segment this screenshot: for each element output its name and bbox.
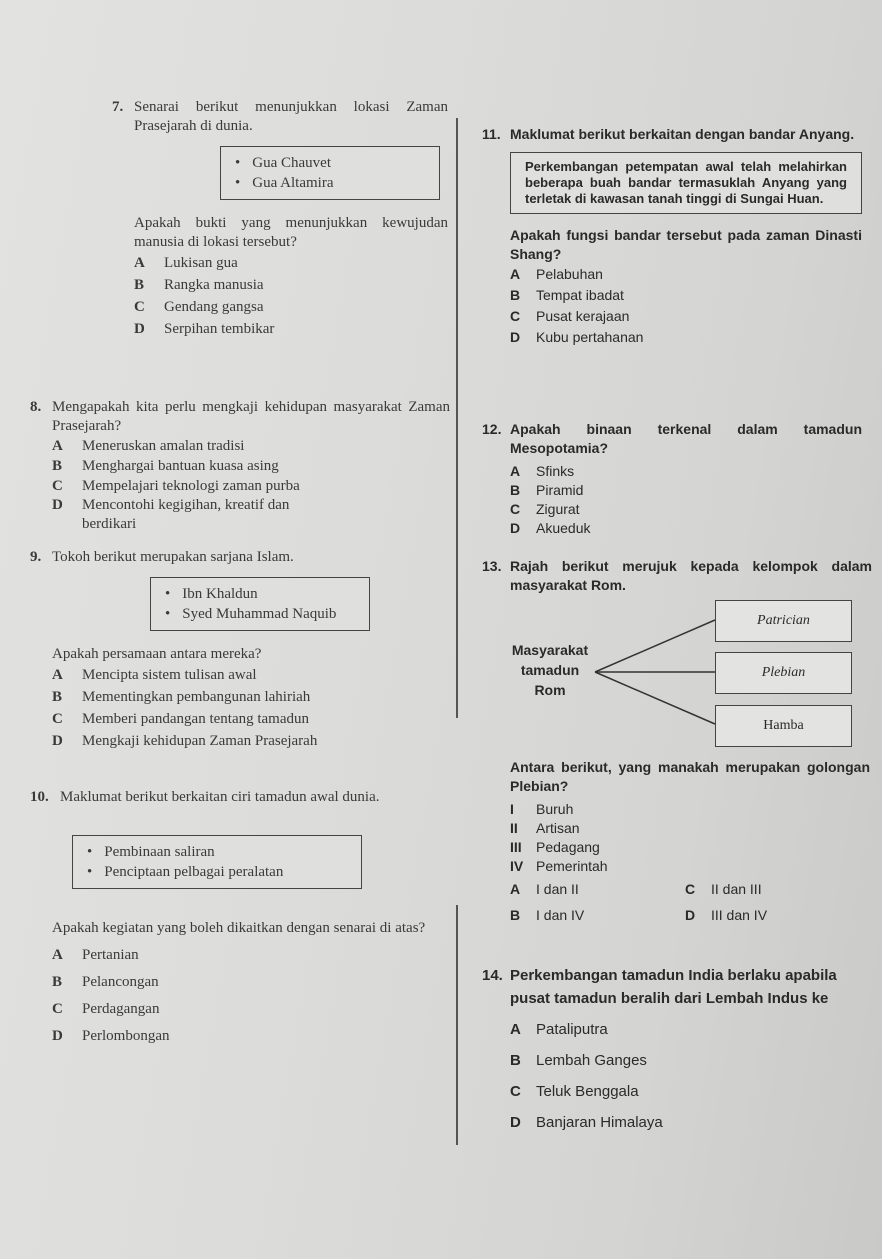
- bullet-item: • Syed Muhammad Naquib: [165, 604, 355, 624]
- diagram-box-hamba: Hamba: [715, 705, 852, 747]
- option-text: Pertanian: [82, 947, 139, 963]
- option-text: Kubu pertahanan: [536, 329, 644, 345]
- option-c[interactable]: [510, 1076, 877, 1107]
- question-text: Apakah bukti yang menunjukkan kewujudan manusia di lokasi tersebut?: [134, 215, 448, 250]
- option-letter: A: [134, 255, 145, 271]
- option-letter: B: [510, 482, 521, 498]
- question-stem: Rajah berikut merujuk kepada kelompok dalam masyarakat Rom.: [510, 558, 872, 593]
- option-a[interactable]: [510, 1014, 877, 1045]
- option-letter: D: [510, 329, 521, 345]
- info-box: Perkembangan petempatan awal telah melahirkan beberapa buah bandar termasuklah Anyang yang terletak di kawasan tanah tinggi di Sungai Huan.: [510, 152, 862, 214]
- option-letter: I: [510, 801, 514, 817]
- option-text: Sfinks: [536, 463, 575, 479]
- option-letter: D: [685, 907, 696, 923]
- option-b[interactable]: [510, 1045, 877, 1076]
- option-text: Pusat kerajaan: [536, 308, 630, 324]
- option-text: Mempelajari teknologi zaman purba: [82, 478, 300, 494]
- option-text: Gendang gangsa: [164, 299, 264, 315]
- question-number: 7.: [112, 99, 124, 115]
- item-iii: [510, 838, 870, 857]
- item-ii: [510, 819, 870, 838]
- options: [482, 1014, 877, 1138]
- option-letter: A: [52, 438, 63, 454]
- bullet-item: • Ibn Khaldun: [165, 584, 355, 604]
- option-letter: D: [510, 520, 521, 536]
- option-d[interactable]: [685, 902, 860, 928]
- option-letter: II: [510, 820, 518, 836]
- option-letter: B: [510, 907, 521, 923]
- option-letter: A: [52, 667, 63, 683]
- question-stem: Senarai berikut menunjukkan lokasi Zaman Prasejarah di dunia.: [134, 99, 448, 134]
- roman-items: [510, 800, 870, 876]
- option-letter: B: [510, 1052, 521, 1069]
- option-letter: C: [52, 1001, 63, 1017]
- question-stem: Perkembangan tamadun India berlaku apabila pusat tamadun beralih dari Lembah Indus ke: [510, 967, 837, 1007]
- option-text: Tempat ibadat: [536, 287, 624, 303]
- bullet-item: • Penciptaan pelbagai peralatan: [87, 862, 347, 882]
- option-letter: C: [134, 299, 145, 315]
- item-i: [510, 800, 870, 819]
- option-letter: B: [52, 974, 63, 990]
- option-text: Buruh: [536, 801, 574, 817]
- option-letter: D: [52, 1028, 63, 1044]
- option-text: Memberi pandangan tentang tamadun: [82, 711, 310, 727]
- option-text: Pelabuhan: [536, 266, 603, 282]
- option-text: Serpihan tembikar: [164, 321, 275, 337]
- question-number: 9.: [30, 549, 42, 565]
- option-letter: C: [510, 1083, 521, 1100]
- option-d[interactable]: [510, 1107, 877, 1138]
- option-text: Pemerintah: [536, 858, 608, 874]
- option-text: Akueduk: [536, 520, 591, 536]
- bullet-item: • Gua Chauvet: [235, 153, 425, 173]
- question-text: Apakah persamaan antara mereka?: [52, 646, 262, 662]
- option-letter: D: [510, 1114, 521, 1131]
- option-text: Perdagangan: [82, 1001, 160, 1017]
- option-text: Meneruskan amalan tradisi: [82, 438, 245, 454]
- question-number: 10.: [30, 789, 49, 805]
- option-letter: C: [52, 711, 63, 727]
- option-letter: D: [52, 497, 63, 513]
- diagram-box-plebian: Plebian: [715, 652, 852, 694]
- option-letter: III: [510, 839, 522, 855]
- option-text: Rangka manusia: [164, 277, 264, 293]
- option-text: Lembah Ganges: [536, 1052, 647, 1069]
- option-letter: B: [52, 689, 63, 705]
- option-text: II dan III: [711, 881, 762, 897]
- diagram-center: Masyarakat tamadun Rom: [511, 642, 589, 698]
- question-stem: Maklumat berikut berkaitan dengan bandar Anyang.: [510, 126, 855, 142]
- question-text: Apakah fungsi bandar tersebut pada zaman Dinasti Shang?: [510, 227, 862, 262]
- option-letter: C: [52, 478, 63, 494]
- option-text: I dan IV: [536, 907, 585, 923]
- option-letter: B: [510, 287, 521, 303]
- options: [510, 876, 870, 928]
- question-stem: Tokoh berikut merupakan sarjana Islam.: [52, 549, 294, 565]
- bullet-item: • Pembinaan saliran: [87, 842, 347, 862]
- option-letter: A: [510, 463, 521, 479]
- question-number: 13.: [482, 558, 502, 574]
- option-text: Mencipta sistem tulisan awal: [82, 667, 257, 683]
- option-text: Pataliputra: [536, 1021, 608, 1038]
- option-letter: A: [510, 1021, 521, 1038]
- question-text: Antara berikut, yang manakah merupakan golongan Plebian?: [510, 759, 870, 794]
- option-text: I dan II: [536, 881, 579, 897]
- question-number: 11.: [482, 126, 501, 142]
- option-text: Banjaran Himalaya: [536, 1114, 663, 1131]
- option-letter: C: [510, 501, 521, 517]
- option-letter: IV: [510, 858, 524, 874]
- option-letter: D: [134, 321, 145, 337]
- option-text: Pedagang: [536, 839, 600, 855]
- option-text: III dan IV: [711, 907, 768, 923]
- option-letter: B: [52, 458, 63, 474]
- question-number: 12.: [482, 421, 502, 437]
- question-text: Apakah kegiatan yang boleh dikaitkan dengan senarai di atas?: [52, 920, 426, 936]
- option-text: Zigurat: [536, 501, 580, 517]
- option-text: Teluk Benggala: [536, 1083, 639, 1100]
- option-text: Artisan: [536, 820, 580, 836]
- option-letter: A: [52, 947, 63, 963]
- option-letter: C: [510, 308, 521, 324]
- option-letter: A: [510, 881, 521, 897]
- question-stem: Apakah binaan terkenal dalam tamadun Mesopotamia?: [510, 421, 862, 456]
- option-c[interactable]: [685, 876, 860, 902]
- option-text: Perlombongan: [82, 1028, 170, 1044]
- option-a[interactable]: [510, 876, 685, 902]
- item-iv: [510, 857, 870, 876]
- question-14: [482, 964, 877, 1138]
- option-text: Mencontohi kegigihan, kreatif dan berdikari: [82, 497, 290, 532]
- bullet-item: • Gua Altamira: [235, 173, 425, 193]
- option-text: Lukisan gua: [164, 255, 238, 271]
- option-b[interactable]: [510, 902, 685, 928]
- option-letter: D: [52, 733, 63, 749]
- diagram-box-patrician: Patrician: [715, 600, 852, 642]
- option-text: Mengkaji kehidupan Zaman Prasejarah: [82, 733, 318, 749]
- option-letter: C: [685, 881, 696, 897]
- question-13-body: [510, 758, 870, 928]
- option-letter: A: [510, 266, 521, 282]
- option-letter: B: [134, 277, 145, 293]
- question-number: 8.: [30, 399, 42, 415]
- option-text: Pelancongan: [82, 974, 159, 990]
- option-text: Piramid: [536, 482, 584, 498]
- option-text: Menghargai bantuan kuasa asing: [82, 458, 279, 474]
- question-stem: Maklumat berikut berkaitan ciri tamadun awal dunia.: [60, 789, 380, 805]
- question-stem: Mengapakah kita perlu mengkaji kehidupan masyarakat Zaman Prasejarah?: [52, 399, 450, 434]
- option-text: Mementingkan pembangunan lahiriah: [82, 689, 311, 705]
- question-number: 14.: [482, 967, 503, 984]
